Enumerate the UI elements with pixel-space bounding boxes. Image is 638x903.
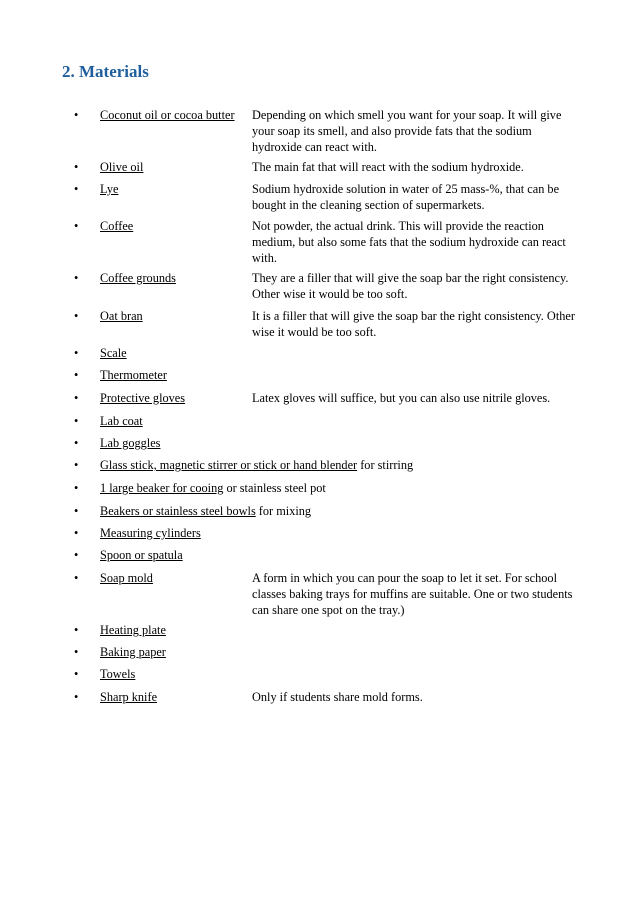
bullet-icon: • — [74, 571, 79, 585]
item-name-underlined: Lye — [100, 182, 119, 196]
bullet-icon: • — [74, 391, 79, 405]
item-name-underlined: Heating plate — [100, 623, 166, 637]
item-name — [100, 667, 135, 683]
bullet-icon: • — [74, 436, 79, 450]
bullet-icon: • — [74, 271, 79, 285]
item-name-underlined: 1 large beaker for cooing — [100, 481, 224, 495]
item-name — [100, 504, 311, 520]
item-name-underlined: Baking paper — [100, 645, 166, 659]
item-description: They are a filler that will give the soap bar the right consistency. Other wise it would be too soft. — [252, 271, 569, 301]
item-name-underlined: Glass stick, magnetic stirrer or stick or hand blender — [100, 458, 358, 472]
bullet-icon: • — [74, 108, 79, 122]
item-name-underlined: Lab coat — [100, 414, 143, 428]
item-name — [100, 481, 326, 497]
bullet-icon: • — [74, 645, 79, 659]
item-description: Sodium hydroxide solution in water of 25 mass-%, that can be bought in the cleaning section of supermarkets. — [252, 182, 560, 212]
item-name-underlined: Sharp knife — [100, 690, 158, 704]
item-description: Depending on which smell you want for your soap. It will give your soap its smell, and also provide fats that the sodium hydroxide can react with. — [252, 108, 562, 154]
bullet-icon: • — [74, 414, 79, 428]
item-name — [100, 368, 167, 384]
item-name-suffix: or stainless steel pot — [223, 481, 326, 495]
item-description: It is a filler that will give the soap bar the right consistency. Other wise it would be too soft. — [252, 309, 575, 339]
item-name-underlined: Measuring cylinders — [100, 526, 201, 540]
item-description: Only if students share mold forms. — [252, 690, 423, 704]
item-name — [100, 548, 183, 564]
item-name-underlined: Spoon or spatula — [100, 548, 183, 562]
item-name-underlined: Beakers or stainless steel bowls — [100, 504, 256, 518]
item-description: A form in which you can pour the soap to let it set. For school classes baking trays for muffins are suitable. One or two students can share one spot on the tray.) — [252, 571, 573, 617]
item-name — [100, 271, 176, 287]
item-name — [100, 436, 160, 452]
bullet-icon: • — [74, 368, 79, 382]
item-name — [100, 623, 166, 639]
item-name — [100, 645, 166, 661]
section-heading: 2. Materials — [62, 62, 149, 81]
item-name-suffix: for mixing — [255, 504, 312, 518]
item-name-underlined: Protective gloves — [100, 391, 186, 405]
item-name — [100, 346, 127, 362]
item-name-underlined: Olive oil — [100, 160, 144, 174]
bullet-icon: • — [74, 526, 79, 540]
item-description: The main fat that will react with the sodium hydroxide. — [252, 160, 524, 174]
item-name — [100, 160, 143, 176]
item-name-underlined: Scale — [100, 346, 127, 360]
item-name-suffix: for stirring — [357, 458, 414, 472]
item-name — [100, 219, 133, 235]
bullet-icon: • — [74, 182, 79, 196]
bullet-icon: • — [74, 481, 79, 495]
item-name — [100, 571, 153, 587]
bullet-icon: • — [74, 458, 79, 472]
item-name-underlined: Thermometer — [100, 368, 167, 382]
bullet-icon: • — [74, 219, 79, 233]
item-name — [100, 414, 143, 430]
item-name-underlined: Coffee — [100, 219, 134, 233]
bullet-icon: • — [74, 504, 79, 518]
item-name — [100, 108, 235, 124]
item-name — [100, 309, 143, 325]
bullet-icon: • — [74, 160, 79, 174]
item-name — [100, 458, 413, 474]
bullet-icon: • — [74, 690, 79, 704]
item-name-underlined: Towels — [100, 667, 136, 681]
item-name — [100, 182, 118, 198]
item-name — [100, 526, 201, 542]
item-name-underlined: Oat bran — [100, 309, 143, 323]
item-name-underlined: Lab goggles — [100, 436, 161, 450]
item-name-underlined: Coffee grounds — [100, 271, 176, 285]
item-name-underlined: Coconut oil or cocoa butter — [100, 108, 235, 122]
item-name-underlined: Soap mold — [100, 571, 153, 585]
item-description: Not powder, the actual drink. This will provide the reaction medium, but also some fats that the sodium hydroxide can react with. — [252, 219, 566, 265]
bullet-icon: • — [74, 309, 79, 323]
bullet-icon: • — [74, 548, 79, 562]
bullet-icon: • — [74, 623, 79, 637]
bullet-icon: • — [74, 346, 79, 360]
bullet-icon: • — [74, 667, 79, 681]
item-name — [100, 391, 185, 407]
item-name — [100, 690, 157, 706]
item-description: Latex gloves will suffice, but you can also use nitrile gloves. — [252, 391, 551, 405]
